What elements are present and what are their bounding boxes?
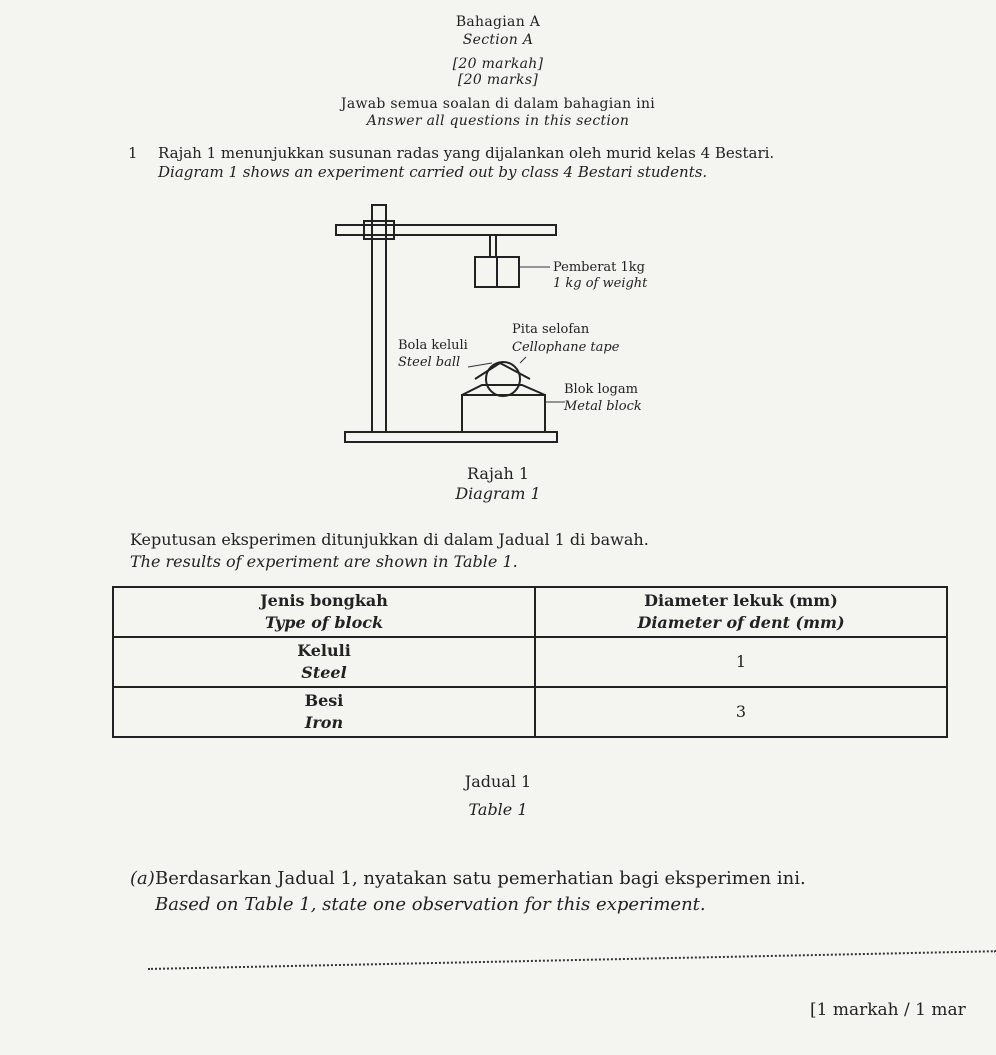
tape-label-ms: Pita selofan xyxy=(512,322,590,337)
row-type-en: Steel xyxy=(301,663,347,682)
results-intro-en: The results of experiment are shown in Table 1. xyxy=(130,552,518,571)
header-col2-ms: Diameter lekuk (mm) xyxy=(644,591,838,610)
header-dent-diameter xyxy=(535,587,947,637)
row-type-ms: Besi xyxy=(304,691,344,710)
row-type-ms: Keluli xyxy=(297,641,351,660)
weight-label-en: 1 kg of weight xyxy=(553,276,648,291)
row-type-en: Iron xyxy=(304,713,344,732)
table-row xyxy=(113,637,947,687)
table-row xyxy=(113,687,947,737)
part-a-marks: [1 markah / 1 mar xyxy=(810,1000,966,1020)
results-table xyxy=(112,586,948,738)
marks-en: [20 marks] xyxy=(457,72,539,88)
row-value-cell: 1 xyxy=(535,637,947,687)
header-col1-en: Type of block xyxy=(264,613,384,632)
apparatus-diagram xyxy=(300,195,700,455)
block-label-ms: Blok logam xyxy=(564,382,638,397)
header-col2-en: Diameter of dent (mm) xyxy=(637,613,845,632)
stand-arm xyxy=(336,225,556,235)
stand-base xyxy=(345,432,557,442)
part-a-text-en: Based on Table 1, state one observation for this experiment. xyxy=(155,894,706,915)
results-intro-ms: Keputusan eksperimen ditunjukkan di dalam Jadual 1 di bawah. xyxy=(130,530,649,549)
tape-label-en: Cellophane tape xyxy=(512,340,620,355)
part-a-text-ms: Berdasarkan Jadual 1, nyatakan satu pemerhatian bagi eksperimen ini. xyxy=(155,868,806,889)
table-header-row xyxy=(113,587,947,637)
section-title-en: Section A xyxy=(462,32,534,48)
metal-block xyxy=(462,395,545,432)
ball-label-ms: Bola keluli xyxy=(398,338,468,353)
section-title-ms: Bahagian A xyxy=(455,14,541,30)
row-type-cell xyxy=(113,687,535,737)
table-caption-en: Table 1 xyxy=(468,800,528,819)
cellophane-tape xyxy=(475,363,530,379)
question-text-ms: Rajah 1 menunjukkan susunan radas yang dijalankan oleh murid kelas 4 Bestari. xyxy=(158,144,775,162)
marks-ms: [20 markah] xyxy=(452,56,544,72)
answer-line[interactable] xyxy=(148,950,996,970)
question-number: 1 xyxy=(128,144,138,162)
table-caption-ms: Jadual 1 xyxy=(464,772,532,791)
ball-label-en: Steel ball xyxy=(398,355,461,370)
steel-ball xyxy=(486,362,520,396)
header-col1-ms: Jenis bongkah xyxy=(260,591,388,610)
instruction-en: Answer all questions in this section xyxy=(366,113,630,129)
clamp xyxy=(364,221,394,239)
question-text-en: Diagram 1 shows an experiment carried out by class 4 Bestari students. xyxy=(158,163,708,181)
block-top xyxy=(462,385,545,395)
header-type-of-block xyxy=(113,587,535,637)
weight-label-ms: Pemberat 1kg xyxy=(553,260,645,275)
instruction-ms: Jawab semua soalan di dalam bahagian ini xyxy=(340,96,656,112)
diagram-caption-en: Diagram 1 xyxy=(455,484,541,503)
block-label-en: Metal block xyxy=(564,399,642,414)
row-type-cell xyxy=(113,637,535,687)
row-value-cell: 3 xyxy=(535,687,947,737)
part-a-label: (a) xyxy=(130,868,155,889)
diagram-caption-ms: Rajah 1 xyxy=(466,464,530,483)
